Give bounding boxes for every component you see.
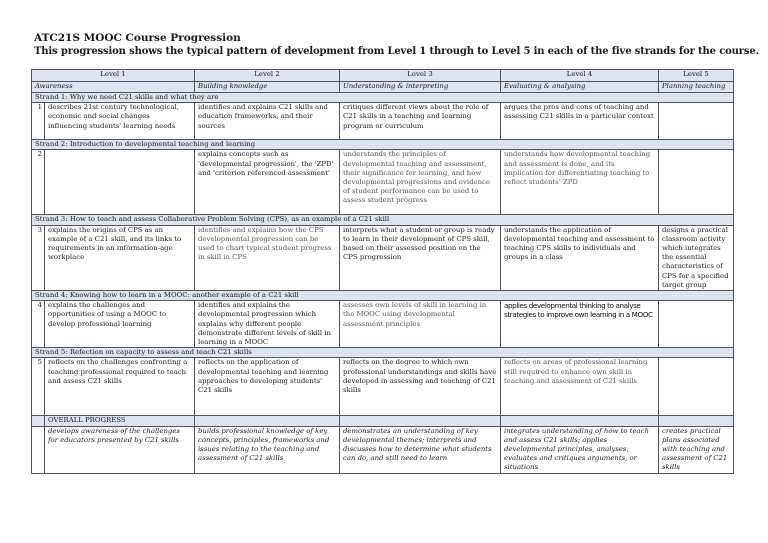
strand-2-heading: Strand 2: Introduction to developmental teaching and learning (32, 140, 734, 150)
strand-1-row (32, 103, 734, 140)
strand-4-level-1: explains the challenges and opportunities of using a MOOC to develop professional learning (45, 301, 195, 348)
strand-number: 5 (32, 358, 45, 416)
overall-heading-blank (659, 416, 734, 426)
level-descriptor-row (32, 82, 734, 93)
level-4-header: Level 4 (501, 70, 659, 82)
strand-number: 3 (32, 225, 45, 290)
level-header-row (32, 70, 734, 82)
level-5-header: Level 5 (659, 70, 734, 82)
strand-5-heading: Strand 5: Refection on capacity to assess and teach C21 skills (32, 348, 734, 358)
level-5-descriptor: Planning teaching (659, 82, 734, 93)
level-3-descriptor: Understanding & interpreting (340, 82, 501, 93)
strand-2-level-2: explains concepts such as 'developmental progression', the 'ZPD' and 'criterion referenced assessment' (195, 150, 340, 215)
overall-heading-spacer (32, 416, 45, 426)
overall-level-5: creates practical plans associated with teaching and assessment of C21 skills (659, 426, 734, 473)
strand-4-level-2: identifies and explains the developmental progression which explains why different people demonstrate different levels of skill in learning in a MOOC (195, 301, 340, 348)
strand-4-level-3: assesses own levels of skill in learning in the MOOC using developmental assessment principles (340, 301, 501, 348)
overall-number-spacer (32, 426, 45, 473)
level-4-descriptor: Evaluating & analysing (501, 82, 659, 93)
strand-2-level-3: understands the principles of developmental teaching and assessment, their significance for learning, and how developmental progressions and evidence of student performance can be used to assess student progress (340, 150, 501, 215)
strand-3-heading: Strand 3: How to teach and assess Collaborative Problem Solving (CPS), as an example of a C21 skill (32, 215, 734, 225)
overall-heading-row (32, 416, 734, 426)
strand-5-level-4: reflects on areas of professional learning still required to enhance own skill in teaching and assessment of C21 skills (501, 358, 659, 416)
strand-1-level-4: argues the pros and cons of teaching and assessing C21 skills in a particular context (501, 103, 659, 140)
strand-3-level-1: explains the origins of CPS as an example of a C21 skill, and its links to requirements in an information-age workplace (45, 225, 195, 290)
overall-row (32, 426, 734, 473)
strand-1-level-5 (659, 103, 734, 140)
strand-4-heading: Strand 4: Knowing how to learn in a MOOC: another example of a C21 skill (32, 291, 734, 301)
level-2-header: Level 2 (195, 70, 340, 82)
strand-1-level-2: identifies and explains C21 skills and education frameworks, and their sources (195, 103, 340, 140)
strand-5-row (32, 358, 734, 416)
strand-3-level-3: interprets what a student or group is ready to learn in their development of CPS skill, based on their assessed position on the CPS progression (340, 225, 501, 290)
strand-1-level-1: describes 21st century technological, economic and social changes influencing students' learning needs (45, 103, 195, 140)
overall-level-3: demonstrates an understanding of key developmental themes; interprets and discusses how to determine what students can do, and still need to learn (340, 426, 501, 473)
strand-number: 1 (32, 103, 45, 140)
strand-3-heading-row (32, 215, 734, 225)
strand-4-row (32, 301, 734, 348)
overall-heading: OVERALL PROGRESS (45, 416, 195, 426)
strand-3-level-5: designs a practical classroom activity which integrates the essential characteristics of CPS for a specified target group (659, 225, 734, 290)
strand-number: 2 (32, 150, 45, 215)
level-1-descriptor: Awareness (32, 82, 195, 93)
overall-heading-blank (195, 416, 340, 426)
level-1-header: Level 1 (32, 70, 195, 82)
strand-5-level-3: reflects on the degree to which own professional understandings and skills have developed in assessing and teaching of C21 skills (340, 358, 501, 416)
strand-2-level-5 (659, 150, 734, 215)
strand-4-heading-row (32, 291, 734, 301)
overall-level-1: develops awareness of the challenges for educators presented by C21 skills (45, 426, 195, 473)
progression-table (31, 69, 734, 474)
strand-5-level-5 (659, 358, 734, 416)
strand-1-level-3: critiques different views about the role of C21 skills in a teaching and learning program or curriculum (340, 103, 501, 140)
document-title: ATC21S MOOC Course Progression (34, 32, 241, 44)
strand-1-heading: Strand 1: Why we need C21 skills and what they are (32, 93, 734, 103)
overall-level-2: builds professional knowledge of key concepts, principles, frameworks and issues relating to the teaching and assessment of C21 skills (195, 426, 340, 473)
strand-3-level-4: understands the application of developmental teaching and assessment to teaching CPS skills to individuals and groups in a class (501, 225, 659, 290)
strand-2-level-4: understands how developmental teaching and assessment is done, and its implication for differentiating teaching to reflect students' ZPD (501, 150, 659, 215)
strand-5-level-1: reflects on the challenges confronting a teaching professional required to teach and assess C21 skills (45, 358, 195, 416)
level-3-header: Level 3 (340, 70, 501, 82)
strand-2-row (32, 150, 734, 215)
document-subtitle: This progression shows the typical pattern of development from Level 1 through to Level 5 in each of the five strands for the course. (34, 46, 759, 57)
overall-heading-blank (501, 416, 659, 426)
overall-heading-blank (340, 416, 501, 426)
strand-4-level-4: applies developmental thinking to analyse strategies to improve own learning in a MOOC (501, 301, 659, 348)
strand-5-heading-row (32, 348, 734, 358)
strand-3-level-2: identifies and explains how the CPS developmental progression can be used to chart typical student progress in skill in CPS (195, 225, 340, 290)
strand-3-row (32, 225, 734, 290)
strand-number: 4 (32, 301, 45, 348)
strand-2-level-1 (45, 150, 195, 215)
overall-level-4: integrates understanding of how to teach and assess C21 skills; applies developmental principles, analyses, evaluates and critiques arguments, or situations (501, 426, 659, 473)
strand-2-heading-row (32, 140, 734, 150)
strand-5-level-2: reflects on the application of developmental teaching and learning approaches to developing students' C21 skills (195, 358, 340, 416)
level-2-descriptor: Building knowledge (195, 82, 340, 93)
strand-4-level-5 (659, 301, 734, 348)
strand-1-heading-row (32, 93, 734, 103)
